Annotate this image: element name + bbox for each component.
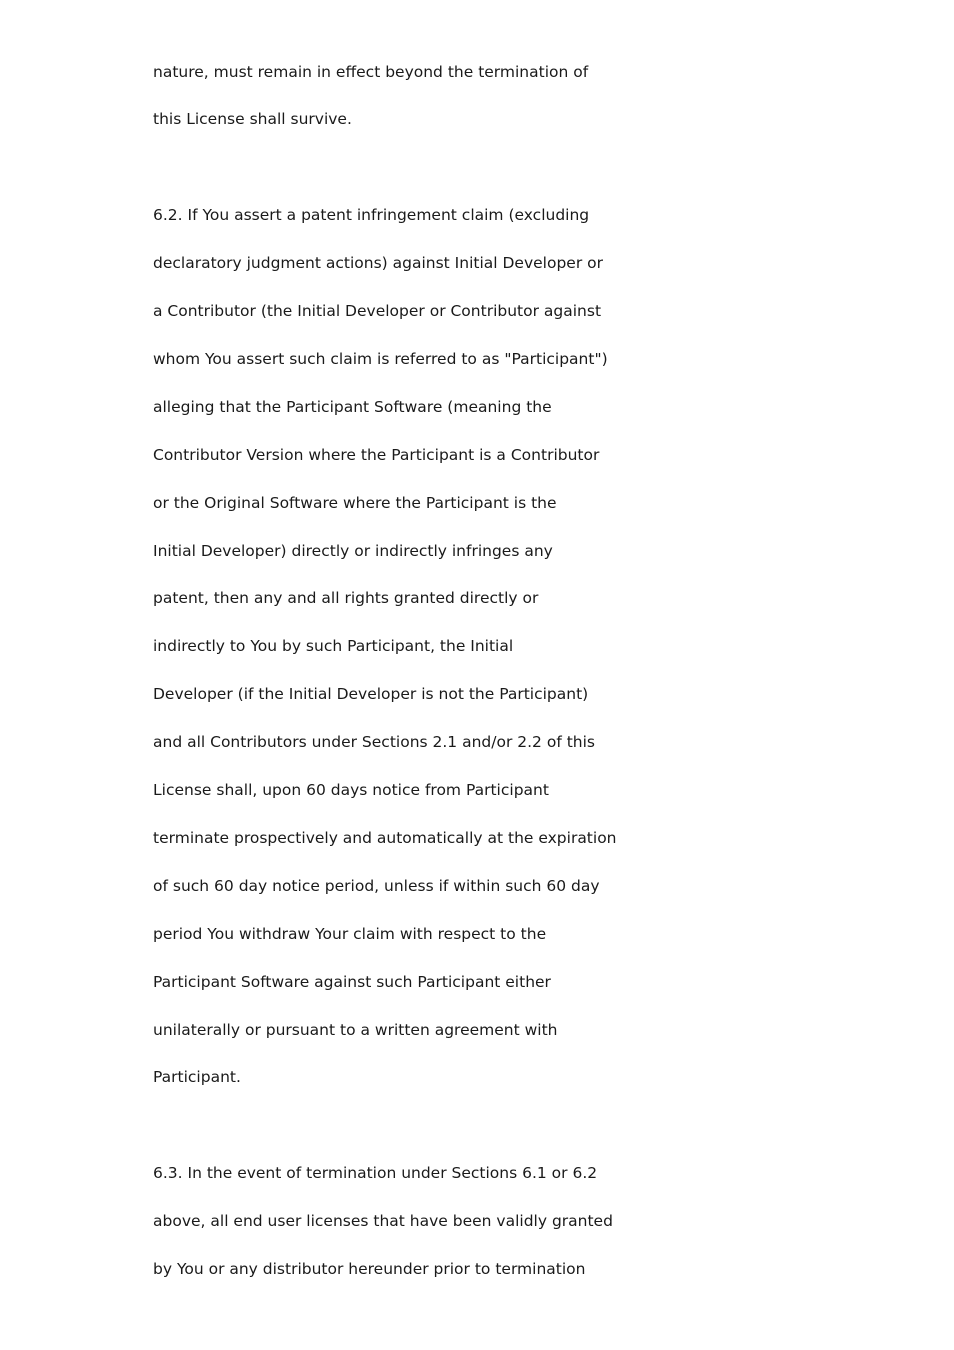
text-line: alleging that the Participant Software (meaning the (153, 398, 552, 416)
text-line: Participant. (153, 1068, 241, 1086)
text-line: period You withdraw Your claim with respect to the (153, 925, 547, 943)
text-line: Contributor Version where the Participant is a Contributor (153, 446, 600, 464)
text-line: or the Original Software where the Participant is the (153, 494, 557, 512)
text-line: above, all end user licenses that have been validly granted (153, 1212, 613, 1230)
text-line: declaratory judgment actions) against Initial Developer or (153, 254, 603, 272)
text-line: patent, then any and all rights granted directly or (153, 589, 539, 607)
text-line: and all Contributors under Sections 2.1 and/or 2.2 of this (153, 733, 595, 751)
text-line: Participant Software against such Participant either (153, 973, 551, 991)
text-line: a Contributor (the Initial Developer or Contributor against (153, 302, 602, 320)
text-line: unilaterally or pursuant to a written agreement with (153, 1021, 558, 1039)
text-line: terminate prospectively and automatically at the expiration (153, 829, 617, 847)
text-line: by You or any distributor hereunder prior to termination (153, 1260, 586, 1278)
section-6-3-start: 6.3. In the event of termination under Sections 6.1 or 6.2 (153, 1164, 598, 1182)
text-line: Developer (if the Initial Developer is not the Participant) (153, 685, 589, 703)
text-line: of such 60 day notice period, unless if within such 60 day (153, 877, 600, 895)
text-line: indirectly to You by such Participant, the Initial (153, 637, 514, 655)
text-line: Initial Developer) directly or indirectly infringes any (153, 542, 553, 560)
text-line: License shall, upon 60 days notice from Participant (153, 781, 549, 799)
text-line: whom You assert such claim is referred to as "Participant") (153, 350, 608, 368)
text-line: this License shall survive. (153, 110, 352, 128)
text-line: nature, must remain in effect beyond the termination of (153, 63, 589, 81)
section-6-2-start: 6.2. If You assert a patent infringement claim (excluding (153, 206, 590, 224)
